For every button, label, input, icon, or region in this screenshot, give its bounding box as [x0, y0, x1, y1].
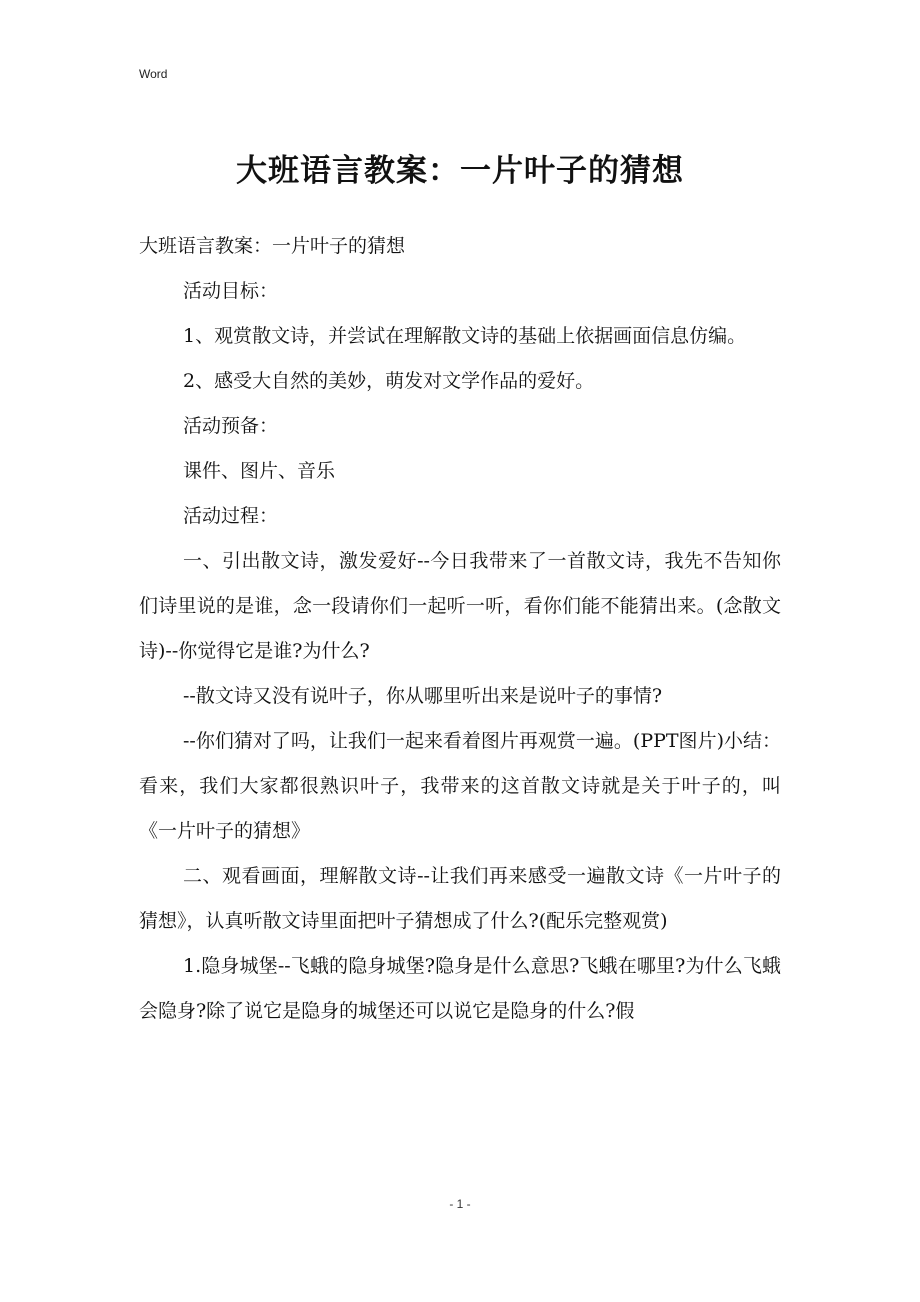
- header-label: Word: [139, 67, 168, 81]
- body-paragraph: --你们猜对了吗，让我们一起来看着图片再观赏一遍。(PPT图片)小结：看来，我们大家都很熟识叶子，我带来的这首散文诗就是关于叶子的，叫《一片叶子的猜想》: [139, 730, 781, 842]
- body-paragraph: 活动预备：: [183, 415, 279, 437]
- body-paragraph: 活动目标：: [183, 280, 279, 302]
- document-title: 大班语言教案：一片叶子的猜想: [236, 153, 684, 189]
- body-paragraph: --散文诗又没有说叶子，你从哪里听出来是说叶子的事情?: [183, 685, 663, 707]
- body-paragraph: 1.隐身城堡--飞蛾的隐身城堡?隐身是什么意思?飞蛾在哪里?为什么飞蛾会隐身?除了说它是隐身的城堡还可以说它是隐身的什么?假: [139, 955, 781, 1022]
- body-paragraph: 课件、图片、音乐: [183, 460, 336, 482]
- page-number: - 1 -: [449, 1197, 471, 1211]
- body-paragraph: 2、感受大自然的美妙，萌发对文学作品的爱好。: [183, 370, 595, 392]
- body-paragraph: 一、引出散文诗，激发爱好--今日我带来了一首散文诗，我先不告知你们诗里说的是谁，念一段请你们一起听一听，看你们能不能猜出来。(念散文诗)--你觉得它是谁?为什么?: [139, 550, 781, 662]
- body-paragraph: 二、观看画面，理解散文诗--让我们再来感受一遍散文诗《一片叶子的猜想》，认真听散文诗里面把叶子猜想成了什么?(配乐完整观赏): [139, 865, 781, 932]
- body-paragraph: 1、观赏散文诗，并尝试在理解散文诗的基础上依据画面信息仿编。: [183, 325, 747, 347]
- document-body: [139, 224, 781, 1034]
- body-paragraph: 大班语言教案：一片叶子的猜想: [139, 235, 406, 257]
- body-paragraph: 活动过程：: [183, 505, 279, 527]
